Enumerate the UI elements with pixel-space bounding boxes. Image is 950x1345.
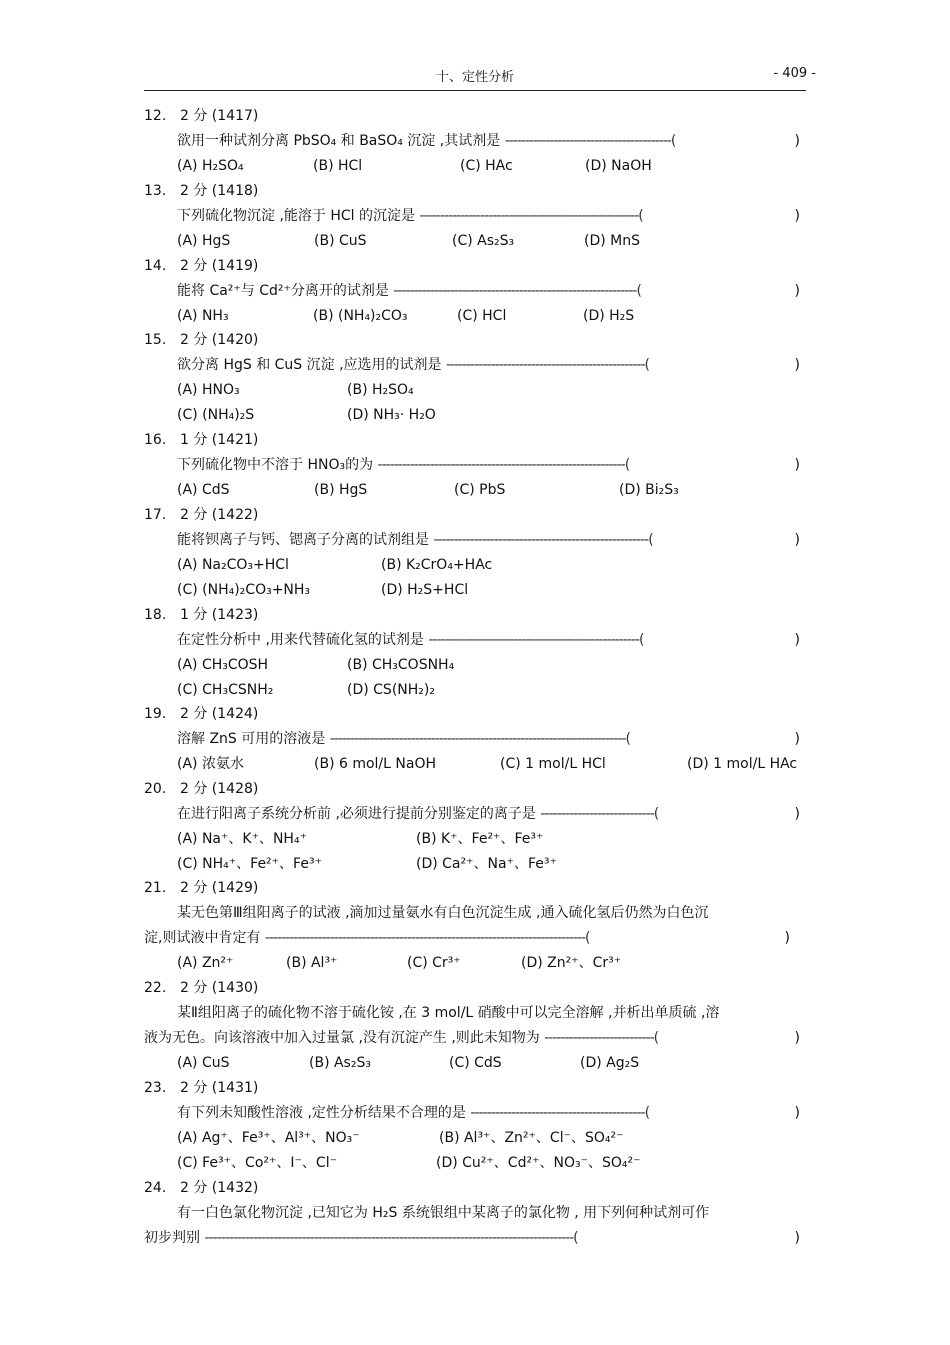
question-13 bbox=[144, 179, 806, 254]
answer-blank[interactable]: ) bbox=[794, 133, 800, 149]
option-c: (C) CH₃CSNH₂ bbox=[177, 682, 274, 698]
option-b: (B) K₂CrO₄+HAc bbox=[381, 557, 493, 573]
option-b: (B) (NH₄)₂CO₃ bbox=[313, 308, 408, 324]
question-stem: 下列硫化物沉淀 ,能溶于 HCl 的沉淀是 bbox=[177, 208, 420, 224]
answer-leader: -------------------------------------------------------------( bbox=[377, 457, 630, 473]
question-score: 2 分 (1432) bbox=[180, 1180, 259, 1196]
option-c: (C) As₂S₃ bbox=[452, 233, 515, 249]
question-number: 16. bbox=[144, 432, 167, 448]
option-c: (C) (NH₄)₂CO₃+NH₃ bbox=[177, 582, 311, 598]
option-d: (D) NaOH bbox=[585, 158, 652, 174]
option-c: (C) CdS bbox=[449, 1055, 502, 1071]
question-score: 2 分 (1429) bbox=[180, 880, 259, 896]
option-b: (B) K⁺、Fe²⁺、Fe³⁺ bbox=[416, 831, 544, 847]
answer-leader: ------------------------------------------------------( bbox=[419, 208, 643, 224]
question-score: 2 分 (1428) bbox=[180, 781, 259, 797]
option-c: (C) PbS bbox=[454, 482, 506, 498]
question-number: 19. bbox=[144, 706, 167, 722]
option-c: (C) (NH₄)₂S bbox=[177, 407, 255, 423]
answer-blank[interactable]: ) bbox=[794, 208, 800, 224]
question-20 bbox=[144, 777, 806, 877]
option-b: (B) 6 mol/L NaOH bbox=[314, 756, 436, 772]
question-stem: 欲分离 HgS 和 CuS 沉淀 ,应选用的试剂是 bbox=[177, 357, 446, 373]
question-19 bbox=[144, 702, 806, 777]
option-a: (A) HgS bbox=[177, 233, 231, 249]
question-stem: 能将 Ca²⁺与 Cd²⁺分离开的试剂是 bbox=[177, 283, 394, 299]
answer-leader: -----------------------------------------------------( bbox=[433, 532, 653, 548]
option-d: (D) Bi₂S₃ bbox=[619, 482, 679, 498]
question-12 bbox=[144, 104, 806, 179]
option-b: (B) HgS bbox=[314, 482, 368, 498]
answer-leader: -------------------------------------------( bbox=[470, 1105, 650, 1121]
question-24 bbox=[144, 1176, 806, 1251]
question-number: 17. bbox=[144, 507, 167, 523]
option-b: (B) As₂S₃ bbox=[309, 1055, 371, 1071]
question-score: 1 分 (1421) bbox=[180, 432, 259, 448]
option-b: (B) CH₃COSNH₄ bbox=[347, 657, 455, 673]
option-a: (A) Na₂CO₃+HCl bbox=[177, 557, 289, 573]
question-number: 22. bbox=[144, 980, 167, 996]
answer-blank[interactable]: ) bbox=[794, 632, 800, 648]
page-header bbox=[144, 66, 816, 91]
answer-leader: -----------------------------------------( bbox=[504, 133, 676, 149]
option-a: (A) 浓氨水 bbox=[177, 756, 244, 772]
option-a: (A) CuS bbox=[177, 1055, 230, 1071]
option-b: (B) Al³⁺ bbox=[286, 955, 338, 971]
option-c: (C) HCl bbox=[457, 308, 507, 324]
page-number: - 409 - bbox=[773, 66, 816, 81]
header-title: 十、定性分析 bbox=[435, 70, 514, 85]
question-number: 23. bbox=[144, 1080, 167, 1096]
option-d: (D) H₂S+HCl bbox=[381, 582, 469, 598]
question-stem: 有一白色氯化物沉淀 ,已知它为 H₂S 系统银组中某离子的氯化物 , 用下列何种试剂可作 bbox=[177, 1205, 710, 1221]
answer-blank[interactable]: ) bbox=[794, 806, 800, 822]
option-b: (B) H₂SO₄ bbox=[347, 382, 414, 398]
question-23 bbox=[144, 1076, 806, 1176]
option-a: (A) H₂SO₄ bbox=[177, 158, 244, 174]
question-score: 2 分 (1424) bbox=[180, 706, 259, 722]
option-c: (C) Fe³⁺、Co²⁺、I⁻、Cl⁻ bbox=[177, 1155, 337, 1171]
option-b: (B) Al³⁺、Zn²⁺、Cl⁻、SO₄²⁻ bbox=[439, 1130, 624, 1146]
question-stem: 有下列未知酸性溶液 ,定性分析结果不合理的是 bbox=[177, 1105, 471, 1121]
answer-blank[interactable]: ) bbox=[794, 731, 800, 747]
answer-leader: ----------------------------------------------------( bbox=[428, 632, 644, 648]
answer-blank[interactable]: ) bbox=[794, 532, 800, 548]
answer-leader: ------------------------------------------------------------( bbox=[393, 283, 641, 299]
option-d: (D) 1 mol/L HAc bbox=[687, 756, 798, 772]
question-number: 24. bbox=[144, 1180, 167, 1196]
option-a: (A) HNO₃ bbox=[177, 382, 240, 398]
option-c: (C) HAc bbox=[460, 158, 513, 174]
answer-blank[interactable]: ) bbox=[794, 357, 800, 373]
answer-blank[interactable]: ) bbox=[794, 1230, 800, 1246]
question-stem: 欲用一种试剂分离 PbSO₄ 和 BaSO₄ 沉淀 ,其试剂是 bbox=[177, 133, 505, 149]
question-score: 2 分 (1430) bbox=[180, 980, 259, 996]
question-score: 2 分 (1420) bbox=[180, 332, 259, 348]
option-a: (A) CdS bbox=[177, 482, 230, 498]
answer-blank[interactable]: ) bbox=[794, 457, 800, 473]
question-score: 2 分 (1417) bbox=[180, 108, 259, 124]
answer-leader: -------------------------------------------------------------------------------------------( bbox=[204, 1230, 578, 1246]
option-b: (B) HCl bbox=[313, 158, 363, 174]
option-c: (C) Cr³⁺ bbox=[407, 955, 461, 971]
answer-blank[interactable]: ) bbox=[784, 930, 790, 946]
option-a: (A) NH₃ bbox=[177, 308, 229, 324]
answer-leader: -------------------------------------------------------------------------------( bbox=[264, 930, 590, 946]
answer-leader: ---------------------------( bbox=[544, 1030, 659, 1046]
question-stem: 能将钡离子与钙、锶离子分离的试剂组是 bbox=[177, 532, 434, 548]
answer-leader: ----------------------------( bbox=[540, 806, 659, 822]
question-score: 2 分 (1431) bbox=[180, 1080, 259, 1096]
question-stem: 溶解 ZnS 可用的溶液是 bbox=[177, 731, 330, 747]
question-stem: 在进行阳离子系统分析前 ,必须进行提前分别鉴定的离子是 bbox=[177, 806, 541, 822]
question-score: 2 分 (1419) bbox=[180, 258, 259, 274]
option-a: (A) CH₃COSH bbox=[177, 657, 269, 673]
question-number: 14. bbox=[144, 258, 167, 274]
question-stem-cont: 淀,则试液中肯定有 bbox=[144, 930, 265, 946]
question-number: 18. bbox=[144, 607, 167, 623]
option-d: (D) Ag₂S bbox=[580, 1055, 640, 1071]
question-number: 13. bbox=[144, 183, 167, 199]
option-d: (D) Cu²⁺、Cd²⁺、NO₃⁻、SO₄²⁻ bbox=[436, 1155, 641, 1171]
question-14 bbox=[144, 254, 806, 329]
question-17 bbox=[144, 503, 806, 603]
question-stem: 某Ⅱ组阳离子的硫化物不溶于硫化铵 ,在 3 mol/L 硝酸中可以完全溶解 ,并析出单质硫 ,溶 bbox=[177, 1005, 720, 1021]
question-number: 20. bbox=[144, 781, 167, 797]
question-stem: 某无色第Ⅲ组阳离子的试液 ,滴加过量氨水有白色沉淀生成 ,通入硫化氢后仍然为白色沉 bbox=[177, 905, 709, 921]
option-d: (D) Zn²⁺、Cr³⁺ bbox=[521, 955, 622, 971]
option-a: (A) Zn²⁺ bbox=[177, 955, 234, 971]
option-d: (D) MnS bbox=[584, 233, 640, 249]
question-score: 1 分 (1423) bbox=[180, 607, 259, 623]
answer-leader: -------------------------------------------------( bbox=[446, 357, 649, 373]
option-b: (B) CuS bbox=[314, 233, 367, 249]
question-stem-cont: 初步判别 bbox=[144, 1230, 205, 1246]
question-score: 2 分 (1418) bbox=[180, 183, 259, 199]
question-18 bbox=[144, 603, 806, 703]
option-a: (A) Na⁺、K⁺、NH₄⁺ bbox=[177, 831, 307, 847]
question-number: 15. bbox=[144, 332, 167, 348]
option-d: (D) H₂S bbox=[583, 308, 635, 324]
question-stem-cont: 液为无色。向该溶液中加入过量氯 ,没有沉淀产生 ,则此未知物为 bbox=[144, 1030, 545, 1046]
answer-blank[interactable]: ) bbox=[794, 1030, 800, 1046]
question-22 bbox=[144, 976, 806, 1076]
question-16 bbox=[144, 428, 806, 503]
question-stem: 下列硫化物中不溶于 HNO₃的为 bbox=[177, 457, 378, 473]
question-number: 21. bbox=[144, 880, 167, 896]
option-d: (D) CS(NH₂)₂ bbox=[347, 682, 435, 698]
question-score: 2 分 (1422) bbox=[180, 507, 259, 523]
answer-blank[interactable]: ) bbox=[794, 283, 800, 299]
option-a: (A) Ag⁺、Fe³⁺、Al³⁺、NO₃⁻ bbox=[177, 1130, 360, 1146]
question-stem: 在定性分析中 ,用来代替硫化氢的试剂是 bbox=[177, 632, 429, 648]
answer-blank[interactable]: ) bbox=[794, 1105, 800, 1121]
option-c: (C) NH₄⁺、Fe²⁺、Fe³⁺ bbox=[177, 856, 322, 872]
question-number: 12. bbox=[144, 108, 167, 124]
question-15 bbox=[144, 328, 806, 428]
question-21 bbox=[144, 876, 806, 976]
option-c: (C) 1 mol/L HCl bbox=[500, 756, 606, 772]
option-d: (D) NH₃· H₂O bbox=[347, 407, 436, 423]
option-d: (D) Ca²⁺、Na⁺、Fe³⁺ bbox=[416, 856, 557, 872]
answer-leader: -------------------------------------------------------------------------( bbox=[329, 731, 630, 747]
